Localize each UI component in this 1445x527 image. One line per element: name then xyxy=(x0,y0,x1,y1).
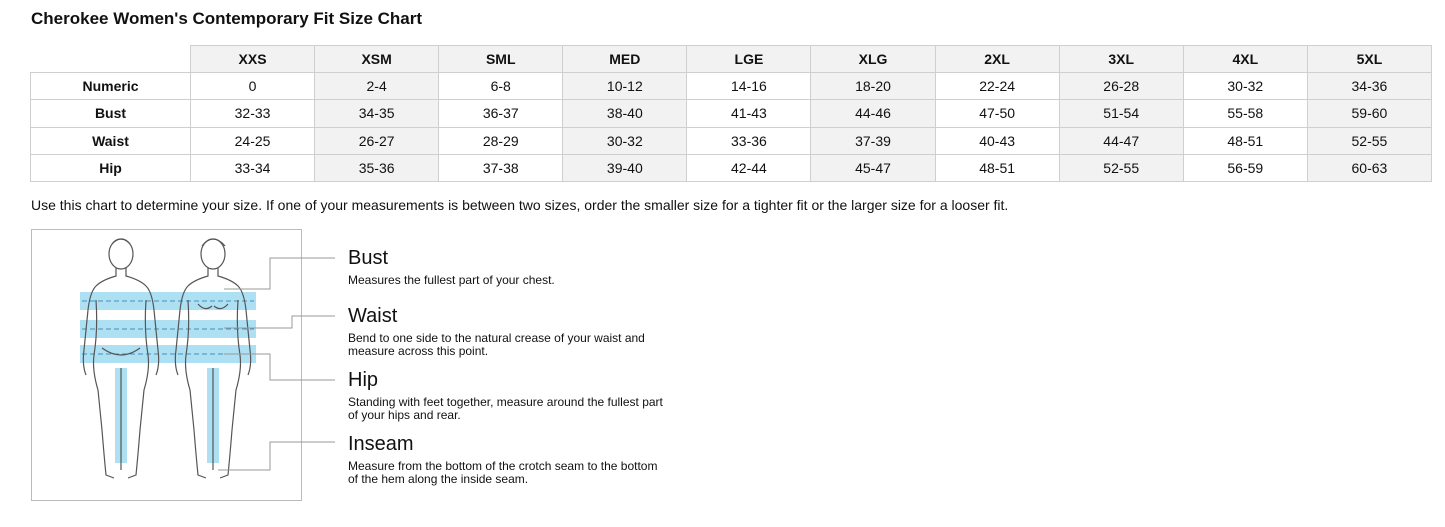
bust-description: Measures the fullest part of your chest. xyxy=(348,273,555,287)
size-header: 4XL xyxy=(1183,46,1307,73)
table-cell: 52-55 xyxy=(1059,154,1183,181)
table-cell: 34-35 xyxy=(315,100,439,127)
table-cell: 30-32 xyxy=(1183,73,1307,100)
table-cell: 36-37 xyxy=(439,100,563,127)
size-header: XXS xyxy=(191,46,315,73)
size-header: XSM xyxy=(315,46,439,73)
waist-heading: Waist xyxy=(348,305,398,327)
row-label: Numeric xyxy=(31,73,191,100)
table-cell: 60-63 xyxy=(1307,154,1431,181)
bust-guide xyxy=(348,246,668,287)
table-cell: 6-8 xyxy=(439,73,563,100)
size-header: 2XL xyxy=(935,46,1059,73)
hip-heading: Hip xyxy=(348,369,379,391)
guide-connector-lines xyxy=(0,0,360,527)
table-cell: 42-44 xyxy=(687,154,811,181)
inseam-connector xyxy=(218,442,335,470)
waist-connector xyxy=(224,316,335,328)
table-cell: 30-32 xyxy=(563,127,687,154)
hip-guide xyxy=(348,368,668,422)
table-cell: 48-51 xyxy=(1183,127,1307,154)
size-header: LGE xyxy=(687,46,811,73)
row-label: Bust xyxy=(31,100,191,127)
size-header: SML xyxy=(439,46,563,73)
table-cell: 24-25 xyxy=(191,127,315,154)
table-cell: 33-36 xyxy=(687,127,811,154)
table-cell: 52-55 xyxy=(1307,127,1431,154)
table-cell: 18-20 xyxy=(811,73,935,100)
inseam-heading: Inseam xyxy=(348,433,414,455)
table-cell: 40-43 xyxy=(935,127,1059,154)
row-label: Waist xyxy=(31,127,191,154)
table-cell: 47-50 xyxy=(935,100,1059,127)
table-cell: 44-46 xyxy=(811,100,935,127)
table-cell: 37-38 xyxy=(439,154,563,181)
size-header: XLG xyxy=(811,46,935,73)
table-cell: 44-47 xyxy=(1059,127,1183,154)
table-cell: 32-33 xyxy=(191,100,315,127)
waist-guide xyxy=(348,304,668,358)
hip-connector xyxy=(224,354,335,380)
table-cell: 10-12 xyxy=(563,73,687,100)
hip-description: Standing with feet together, measure around the fullest part of your hips and rear. xyxy=(348,395,663,422)
table-cell: 28-29 xyxy=(439,127,563,154)
table-cell: 39-40 xyxy=(563,154,687,181)
table-cell: 14-16 xyxy=(687,73,811,100)
inseam-guide xyxy=(348,432,668,486)
table-cell: 56-59 xyxy=(1183,154,1307,181)
table-cell: 48-51 xyxy=(935,154,1059,181)
size-header: 5XL xyxy=(1307,46,1431,73)
table-cell: 38-40 xyxy=(563,100,687,127)
size-header: MED xyxy=(563,46,687,73)
table-cell: 59-60 xyxy=(1307,100,1431,127)
table-cell: 37-39 xyxy=(811,127,935,154)
bust-heading: Bust xyxy=(348,247,389,269)
table-cell: 41-43 xyxy=(687,100,811,127)
table-cell: 51-54 xyxy=(1059,100,1183,127)
size-header: 3XL xyxy=(1059,46,1183,73)
inseam-description: Measure from the bottom of the crotch seam to the bottom of the hem along the inside seam. xyxy=(348,459,658,486)
table-cell: 33-34 xyxy=(191,154,315,181)
table-cell: 45-47 xyxy=(811,154,935,181)
bust-connector xyxy=(224,258,335,289)
size-guidance-note: Use this chart to determine your size. If one of your measurements is between two sizes, order the smaller size for a tighter fit or the larger size for a looser fit. xyxy=(31,197,1009,213)
table-cell: 22-24 xyxy=(935,73,1059,100)
page-title: Cherokee Women's Contemporary Fit Size Chart xyxy=(31,9,423,28)
waist-description: Bend to one side to the natural crease of your waist and measure across this point. xyxy=(348,331,645,358)
table-cell: 2-4 xyxy=(315,73,439,100)
table-cell: 26-27 xyxy=(315,127,439,154)
table-cell: 35-36 xyxy=(315,154,439,181)
table-cell: 26-28 xyxy=(1059,73,1183,100)
table-cell: 34-36 xyxy=(1307,73,1431,100)
row-label: Hip xyxy=(31,154,191,181)
table-cell: 0 xyxy=(191,73,315,100)
table-cell: 55-58 xyxy=(1183,100,1307,127)
